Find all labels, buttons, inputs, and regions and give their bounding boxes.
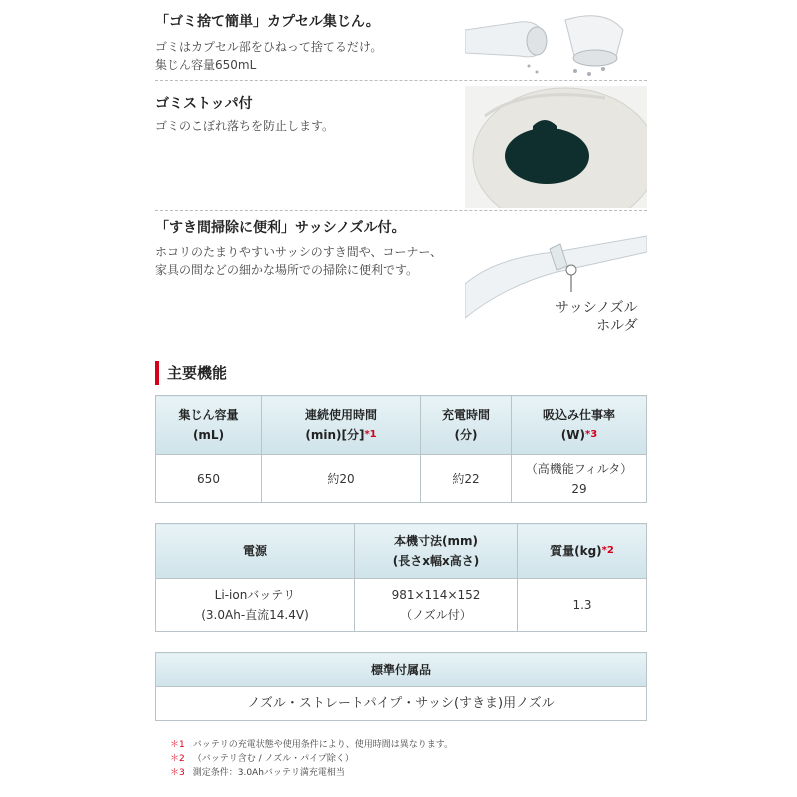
footnote-text: 測定条件：3.0Ahバッテリ満充電相当	[192, 768, 345, 778]
spec-table-2	[155, 523, 647, 632]
footnote-item	[170, 766, 453, 780]
divider	[155, 210, 647, 211]
feature-1-line-1: ゴミはカプセル部をひねって捨てるだけ。	[155, 40, 383, 54]
table-cell: 650	[156, 455, 262, 503]
table-row	[156, 455, 647, 503]
footnote-mark: ＊2	[170, 754, 185, 764]
table-cell	[156, 579, 355, 632]
callout-line-2: ホルダ	[596, 318, 638, 334]
feature-2-text: ゴミのこぼれ落ちを防止します。	[155, 119, 335, 133]
feature-1-text	[155, 38, 382, 74]
stopper-image	[465, 86, 647, 208]
header-line: (mL)	[192, 428, 225, 442]
nozzle-holder-callout	[555, 299, 638, 335]
header-line: 吸込み仕事率	[542, 408, 615, 422]
header-line: (min)[分]	[305, 428, 365, 442]
feature-3-line-2: 家具の間などの細かな場所での掃除に便利です。	[155, 263, 419, 277]
header-line: (分)	[454, 428, 478, 442]
table-cell: ノズル・ストレートパイプ・サッシ(すきま)用ノズル	[156, 687, 647, 721]
table-cell	[355, 579, 518, 632]
header-line: (W)	[560, 428, 586, 442]
spec-table-1	[155, 395, 647, 503]
footnote-mark: *3	[585, 429, 598, 440]
feature-1-line-2: 集じん容量650mL	[155, 58, 257, 72]
footnote-mark: *2	[601, 545, 614, 556]
footnote-item	[170, 738, 453, 752]
table-row	[156, 579, 647, 632]
cell-line: （高機能フィルタ）	[525, 461, 633, 476]
footnote-text: バッテリの充電状態や使用条件により、使用時間は異なります。	[192, 740, 454, 750]
table-header	[518, 524, 647, 579]
divider	[155, 80, 647, 81]
table-header	[262, 396, 421, 455]
header-line: 質量(kg)	[550, 544, 602, 558]
callout-line-1: サッシノズル	[555, 300, 638, 316]
cell-line: 29	[571, 481, 587, 496]
table-cell	[512, 455, 647, 503]
table-header: 電源	[156, 524, 355, 579]
footnote-mark: ＊3	[170, 768, 185, 778]
capsule-illustration	[465, 8, 647, 78]
cell-line: (3.0Ah-直流14.4V)	[201, 608, 309, 622]
table-header	[156, 396, 262, 455]
cell-line: （ノズル付）	[400, 608, 472, 622]
accessories-table	[155, 652, 647, 721]
header-line: 連続使用時間	[304, 408, 377, 422]
header-line: 充電時間	[441, 408, 490, 422]
cell-line: Li-ionバッテリ	[214, 588, 296, 602]
feature-2-title: ゴミストッパ付	[155, 96, 253, 112]
table-cell: 1.3	[518, 579, 647, 632]
header-line: 集じん容量	[178, 408, 239, 422]
table-header-row	[156, 653, 647, 687]
table-header	[355, 524, 518, 579]
table-header-row	[156, 524, 647, 579]
footnote-mark: ＊1	[170, 740, 185, 750]
table-header-row	[156, 396, 647, 455]
cell-line: 981×114×152	[391, 588, 481, 602]
capsule-image	[465, 8, 647, 78]
section-accent-bar	[155, 361, 159, 385]
footnotes	[170, 738, 453, 780]
feature-3-title: 「すき間掃除に便利」サッシノズル付。	[155, 220, 406, 236]
footnote-text: （バッテリ含む / ノズル・パイプ除く）	[192, 754, 354, 764]
table-cell: 約22	[421, 455, 512, 503]
stopper-illustration	[465, 86, 647, 208]
table-header: 標準付属品	[156, 653, 647, 687]
table-header	[512, 396, 647, 455]
header-line: 本機寸法(mm)	[394, 534, 478, 548]
feature-3-line-1: ホコリのたまりやすいサッシのすき間や、コーナー、	[155, 245, 443, 259]
table-row	[156, 687, 647, 721]
feature-1-title: 「ゴミ捨て簡単」カプセル集じん。	[155, 14, 380, 30]
feature-3-text	[155, 243, 442, 279]
header-line: (長さx幅x高さ)	[392, 554, 480, 568]
table-header	[421, 396, 512, 455]
footnote-item	[170, 752, 453, 766]
table-cell: 約20	[262, 455, 421, 503]
footnote-mark: *1	[364, 429, 377, 440]
section-title: 主要機能	[167, 364, 228, 382]
